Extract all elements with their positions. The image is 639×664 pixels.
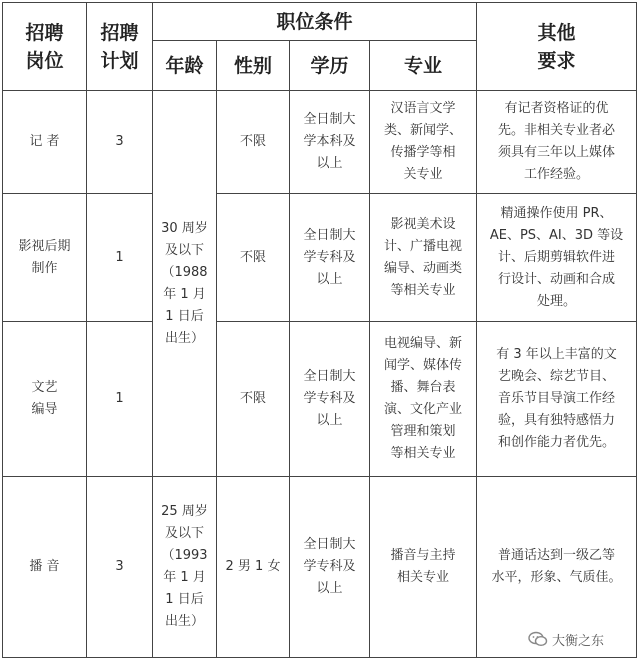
gender-cell: 不限	[217, 322, 290, 477]
gender-cell: 不限	[217, 194, 290, 322]
header-other-line1: 其他	[537, 21, 576, 44]
age-line: 年 1 月	[163, 570, 206, 585]
education-line: 以上	[316, 413, 343, 428]
header-plan-line2: 计划	[100, 49, 139, 72]
other-line: 艺晚会、综艺节目、	[498, 369, 616, 384]
post-text: 播 音	[29, 559, 60, 574]
header-age: 年龄	[153, 41, 217, 91]
other-line: 计、后期剪辑软件进	[498, 249, 616, 265]
plan-cell: 3	[87, 91, 153, 194]
table-row	[3, 194, 637, 322]
major-line: 相关专业	[397, 570, 450, 585]
plan-cell: 1	[87, 322, 153, 477]
major-line: 关专业	[403, 167, 443, 182]
other-cell	[477, 91, 637, 194]
major-line: 播音与主持	[390, 548, 456, 563]
major-line: 类、新闻学、	[384, 123, 463, 138]
age-line: 年 1 月	[163, 286, 206, 302]
gender-cell: 不限	[217, 91, 290, 194]
age-line: （1988	[161, 264, 208, 280]
education-cell	[290, 194, 370, 322]
education-cell	[290, 322, 370, 477]
other-line: 须具有三年以上媒体	[498, 145, 616, 160]
education-line: 学专科及	[303, 249, 356, 265]
watermark-text: 大衡之东	[552, 633, 605, 649]
major-line: 闻学、媒体传	[384, 358, 463, 373]
age-line: （1993	[161, 548, 208, 563]
post-text: 编导	[31, 402, 58, 417]
post-text: 影视后期	[18, 238, 71, 254]
table-row	[3, 322, 637, 477]
major-line: 汉语言文学	[390, 101, 456, 116]
post-cell	[3, 477, 87, 658]
post-cell	[3, 322, 87, 477]
education-line: 全日制大	[303, 369, 356, 384]
other-line: 水平，形象、气质佳。	[491, 570, 622, 585]
header-post-line1: 招聘	[25, 21, 64, 44]
major-cell	[370, 91, 477, 194]
post-text: 记 者	[29, 134, 60, 149]
age-line: 及以下	[164, 242, 204, 258]
education-line: 以上	[316, 271, 343, 287]
other-line: 工作经验。	[524, 167, 590, 182]
age-cell-merged	[153, 91, 217, 477]
major-line: 等相关专业	[390, 282, 456, 298]
header-plan-line1: 招聘	[100, 21, 139, 44]
header-gender: 性别	[217, 41, 290, 91]
age-line: 出生）	[164, 330, 204, 346]
major-cell	[370, 477, 477, 658]
header-education: 学历	[290, 41, 370, 91]
other-line: 行设计、动画和合成	[498, 271, 616, 287]
post-text: 制作	[31, 260, 58, 276]
education-line: 以上	[316, 581, 343, 596]
age-line: 30 周岁	[161, 220, 208, 236]
major-cell	[370, 194, 477, 322]
major-line: 电视编导、新	[384, 336, 463, 351]
other-line: 验，具有独特感悟力	[498, 413, 616, 428]
other-line: 有记者资格证的优	[504, 101, 609, 116]
major-line: 演、文化产业	[384, 402, 463, 417]
education-line: 学本科及	[303, 134, 356, 149]
header-post	[3, 3, 87, 91]
other-line: 处理。	[537, 293, 577, 309]
major-line: 编导、动画类	[384, 260, 463, 276]
gender-cell: 2 男 1 女	[217, 477, 290, 658]
major-line: 影视美术设	[390, 216, 456, 232]
education-cell	[290, 477, 370, 658]
post-cell	[3, 194, 87, 322]
wechat-icon	[528, 631, 548, 647]
age-line: 出生）	[164, 614, 204, 629]
age-cell	[153, 477, 217, 658]
age-line: 及以下	[164, 526, 204, 541]
age-line: 1 日后	[165, 308, 204, 324]
education-line: 全日制大	[303, 537, 356, 552]
major-line: 计、广播电视	[384, 238, 463, 254]
age-line: 25 周岁	[161, 504, 208, 519]
watermark	[528, 628, 604, 650]
education-line: 学专科及	[303, 391, 356, 406]
other-cell	[477, 194, 637, 322]
other-line: 先。非相关专业者必	[498, 123, 616, 138]
header-conditions: 职位条件	[153, 3, 477, 41]
education-line: 以上	[316, 156, 343, 171]
other-line: AE、PS、AI、3D 等设	[489, 227, 624, 243]
other-line: 和创作能力者优先。	[498, 435, 616, 450]
recruitment-table	[2, 2, 637, 658]
other-line: 音乐节目导演工作经	[498, 391, 616, 406]
other-line: 精通操作使用 PR、	[500, 205, 613, 221]
education-line: 全日制大	[303, 227, 356, 243]
post-text: 文艺	[31, 380, 58, 395]
plan-cell: 1	[87, 194, 153, 322]
header-post-line2: 岗位	[25, 49, 64, 72]
plan-cell: 3	[87, 477, 153, 658]
header-plan	[87, 3, 153, 91]
education-line: 学专科及	[303, 559, 356, 574]
education-cell	[290, 91, 370, 194]
major-line: 等相关专业	[390, 446, 456, 461]
education-line: 全日制大	[303, 112, 356, 127]
other-cell	[477, 322, 637, 477]
other-line: 有 3 年以上丰富的文	[496, 347, 617, 362]
post-cell	[3, 91, 87, 194]
major-cell	[370, 322, 477, 477]
table-row	[3, 91, 637, 194]
age-line: 1 日后	[165, 592, 204, 607]
major-line: 管理和策划	[390, 424, 456, 439]
other-line: 普通话达到一级乙等	[498, 548, 616, 563]
header-other-line2: 要求	[537, 49, 576, 72]
major-line: 播、舞台表	[390, 380, 456, 395]
major-line: 传播学等相	[390, 145, 456, 160]
header-other	[477, 3, 637, 91]
header-major: 专业	[370, 41, 477, 91]
